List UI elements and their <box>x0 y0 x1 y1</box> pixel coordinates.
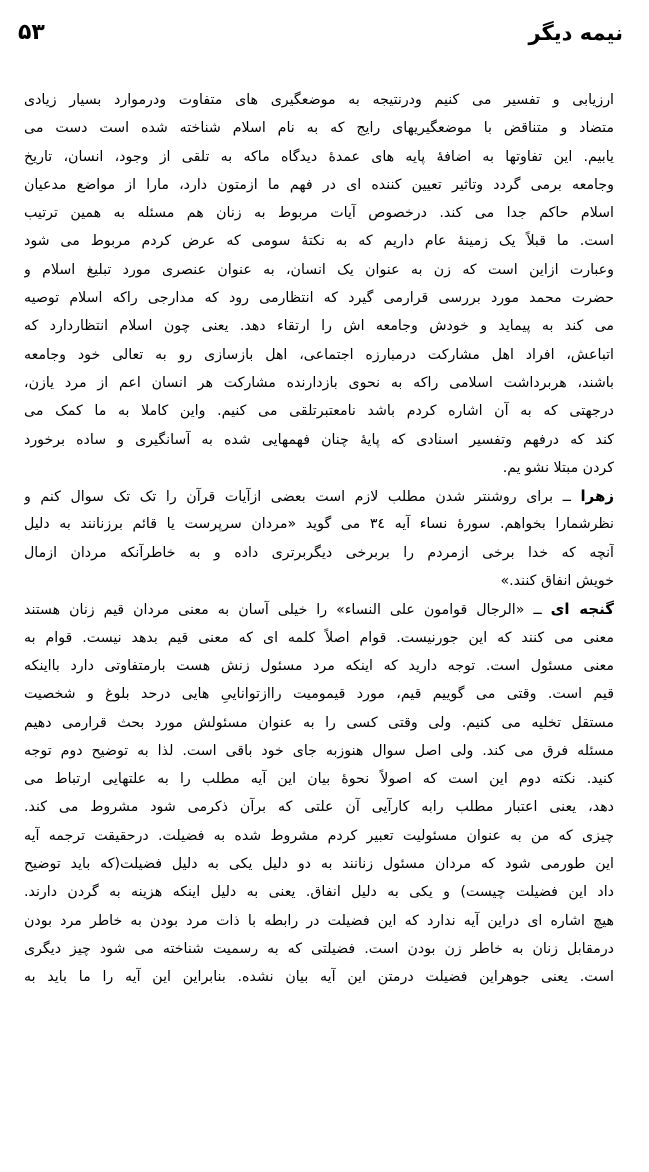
text-line: یابیم. این تفاوتها به اضافهٔ پایه های عمدهٔ دیدگاه ماکه به تلقی از وجود، انسان، تاریخ <box>24 148 614 165</box>
text-line: متضاد و متناقض با موضعگیریهای رایج که به نام اسلام شناخته شده است دست می <box>24 120 614 137</box>
text-line: معنی مسئول است. توجه دارید که اینکه مرد مسئول زنش هست بارمتفاوتی دارد بااینکه <box>24 657 614 674</box>
text-line: وعبارت ازاین است که زن به عنوان یک انسان، به عنوان عنصری مورد تبلیغ اسلام و <box>24 261 614 278</box>
text-line: این طورمی شود که مردان مسئول زنانند به دو دلیل یکی به دلیل فضیلت(که باید توضیح <box>24 856 614 873</box>
text-line: دهد، یعنی اعتبار مطلب رابه کارآیی آن علتی که برآن ذکرمی شود مشروط می کند. <box>24 799 614 816</box>
text-line: داد این فضیلت چیست) و یکی به دلیل انفاق. یعنی به دلیل اینکه هزینه به گردن دارند. <box>24 884 614 901</box>
page-header <box>18 18 631 54</box>
text-line: معنی می کنند که این جورنیست. قوام اصلاً کلمه ای که معنی قیم بدهد نیست. قوام به <box>24 629 614 646</box>
text-line: کردن مبتلا نشو یم. <box>502 459 614 476</box>
speaker-name: گنجه ای <box>550 600 614 619</box>
dialogue-line <box>24 482 614 510</box>
text-line: می کند به پیماید و خودش وجامعه اش را ارتقاء دهد. یعنی چون اسلام انتظاردارد که <box>24 318 614 335</box>
text-line: مسئله فرق می کند. ولی اصل سوال هنوزبه جای خود باقی است. لذا به توضیح دوم توجه <box>24 742 614 759</box>
text-line: مستقل تخلیه می کنیم. ولی وقتی کسی را به عنوان مسئولش مورد بحث قرارمی دهیم <box>24 714 614 731</box>
body-text <box>24 86 614 992</box>
text-line: هیچ اشاره ای دراین آیه ندارد که این فضیلت در رابطه با ذات مرد بودن به خاطر مرد بودن <box>24 912 614 929</box>
text-line: درجهتی که به آن اشاره کردم باشد نامعتبرتلقی می کنیم. واین کاملا به ما کمک می <box>24 403 614 420</box>
text-line: قیم است. وقتی می گوییم قیم، مورد قیمومیت راازتواناییِ هایی درحد بلوغ و شخصیت <box>24 686 614 703</box>
text-line: حضرت محمد مورد بررسی قرارمی گیرد که انتظارمی رود که مدارجی راکه اسلام توصیه <box>24 290 614 307</box>
text-line: باشند، هربرداشت اسلامی راکه به نحوی بازدارنده مشارکت هر انسان اعم از مرد یازن، <box>24 374 614 391</box>
text-line: است. ما قبلاً یک زمینهٔ عام داریم که به نکتهٔ سومی که عرض کردم مربوط می شود <box>24 233 614 250</box>
text-line: چیزی که من به عنوان مسئولیت تعبیر کردم مشروط شده به فضیلت. درحقیقت ترجمه آیه <box>24 827 614 844</box>
text-line: ارزیابی و تفسیر می کنیم ودرنتیجه به موضعگیری های متفاوت ودرموارد بسیار زیادی <box>24 92 614 108</box>
text-line: درمقابل زنان به خاطر زن بودن است. فضیلتی که به رسمیت شناخته می شود چیز دیگری <box>24 940 614 957</box>
speaker-name: زهرا <box>580 487 614 506</box>
text-line: است. یعنی جوهراین فضیلت درمتن این آیه بیان نشده. بنابراین این آیه را ما باید به <box>24 969 614 986</box>
text-line: کنید. نکته دوم این است که اصولاً نحوهٔ بیان این آیه مطلب را به علتهایی ارتباط می <box>24 771 614 788</box>
dialogue-line <box>24 595 614 623</box>
page-number: ۵۳ <box>18 20 45 45</box>
dialogue-text: ــ «الرجال قوامون علی النساء» را خیلی آسان به معنی مردان قیم زنان هستند <box>24 602 551 619</box>
text-line: کند که درفهم وتفسیر اسنادی که پایهٔ چنان فهمهایی شده به آسانگیری و ساده برخورد <box>24 431 614 448</box>
text-line: آنچه که خدا برخی ازمردم را بربرخی دیگربرتری داده و به خاطرآنکه مردان ازمال <box>24 544 614 561</box>
text-line: وجامعه برمی گردد وتاثیر تعیین کننده ای در فهم ما ازمتون دارد، مارا از مواضع مدعیان <box>24 176 614 193</box>
text-line: نظرشمارا بخواهم. سورهٔ نساء آیه ۳٤ می گوید «مردان سرپرست یا قائم برزنانند به دلیل <box>24 516 614 533</box>
text-line: اتباعش، افراد اهل مشارکت درمبارزه اجتماعی، اهل بازسازی رو به تعالی خود وجامعه <box>24 346 614 363</box>
running-title: نیمه دیگر <box>528 21 623 45</box>
dialogue-text: ــ برای روشنتر شدن مطلب لازم است بعضی ازآیات قرآن را تک تک سوال کنم و <box>24 489 581 506</box>
text-line: خویش انفاق کنند.» <box>500 573 614 590</box>
text-line: اسلام حاکم جدا می کند. درخصوص آیات مربوط به زنان هم مسئله به همین ترتیب <box>24 205 614 222</box>
